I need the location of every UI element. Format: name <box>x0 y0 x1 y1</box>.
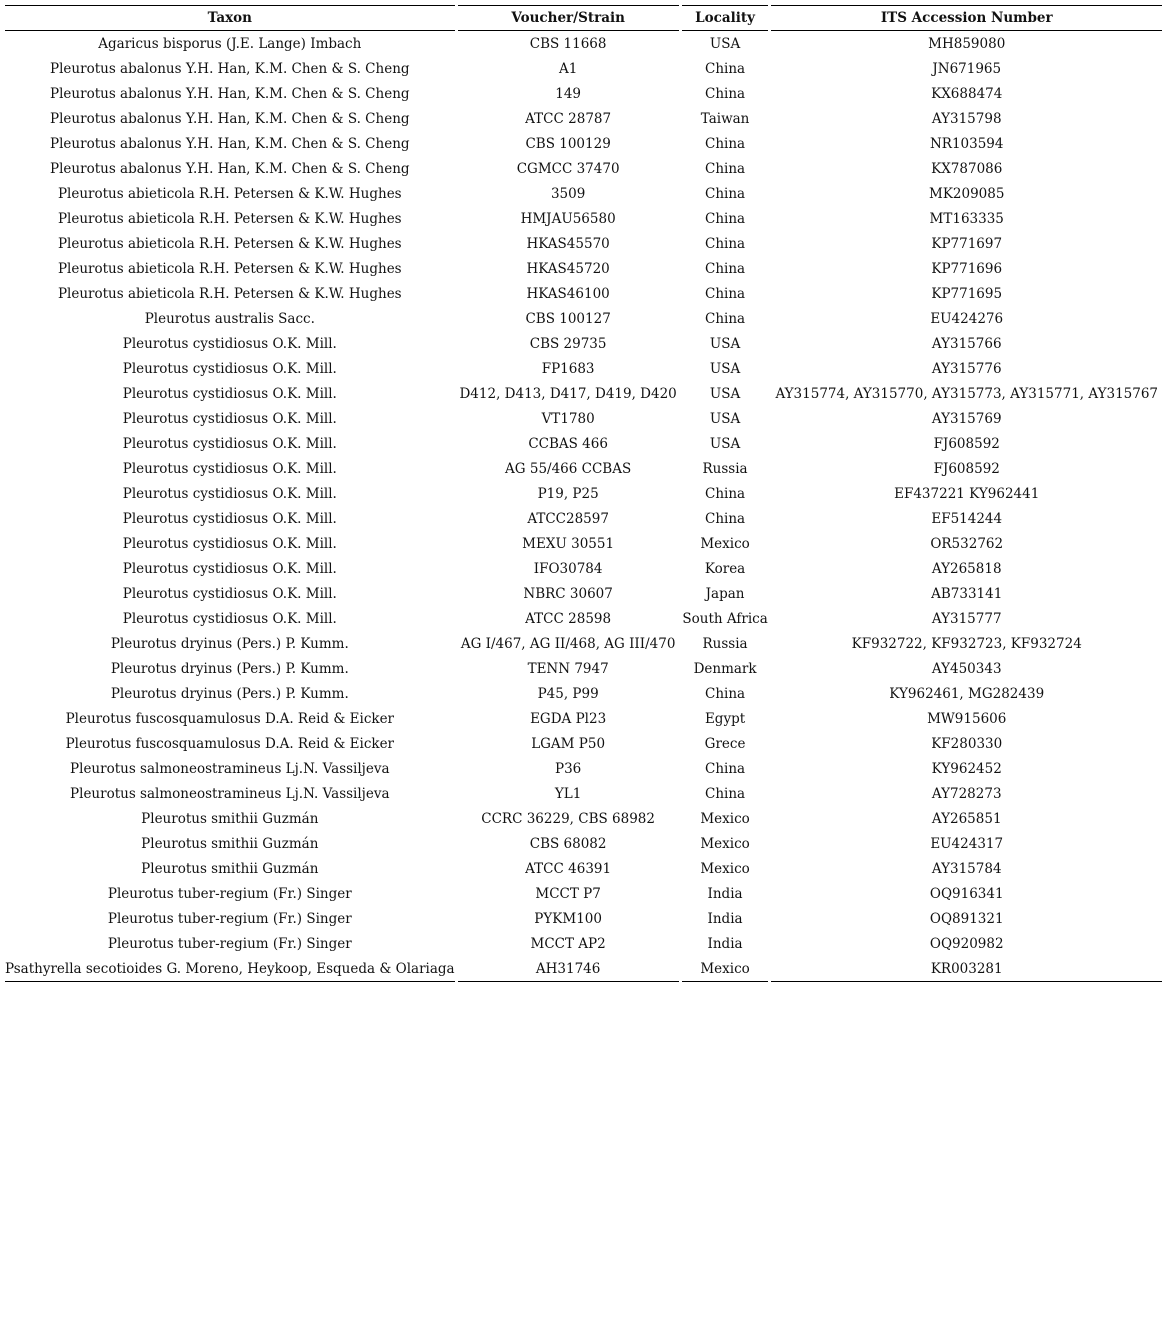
cell-locality: China <box>705 510 746 527</box>
cell-taxon: Pleurotus cystidiosus O.K. Mill. <box>122 510 337 527</box>
cell-voucher-strain: HMJAU56580 <box>520 210 616 227</box>
cell-voucher-strain: ATCC 46391 <box>525 860 612 877</box>
cell-locality: USA <box>709 410 741 427</box>
cell-locality: India <box>707 935 743 952</box>
table-row <box>5 581 1162 606</box>
cell-voucher-strain: HKAS45570 <box>526 235 610 252</box>
cell-its-accession: KR003281 <box>771 956 1162 982</box>
cell-taxon: Pleurotus cystidiosus O.K. Mill. <box>122 610 337 627</box>
header-voucher-strain: Voucher/Strain <box>458 5 679 31</box>
table-row <box>5 881 1162 906</box>
cell-locality: Mexico <box>700 810 750 827</box>
table-row <box>5 281 1162 306</box>
table-row <box>5 631 1162 656</box>
cell-locality: India <box>707 885 743 902</box>
cell-locality: Egypt <box>704 710 746 727</box>
cell-voucher-strain: HKAS46100 <box>526 285 610 302</box>
table-row <box>5 956 1162 982</box>
cell-taxon: Pleurotus abieticola R.H. Petersen & K.W. Hughes <box>57 285 402 302</box>
cell-its-accession: FJ608592 <box>933 460 1000 477</box>
cell-locality: Mexico <box>682 956 769 982</box>
cell-voucher-strain: FP1683 <box>541 360 595 377</box>
table-row <box>5 231 1162 256</box>
cell-taxon: Pleurotus dryinus (Pers.) P. Kumm. <box>110 635 349 652</box>
cell-voucher-strain: VT1780 <box>541 410 595 427</box>
table-row <box>5 106 1162 131</box>
cell-its-accession: AY315774, AY315770, AY315773, AY315771, AY315767 <box>775 385 1159 402</box>
cell-locality: Grece <box>704 735 746 752</box>
cell-voucher-strain: ATCC 28787 <box>525 110 612 127</box>
cell-taxon: Pleurotus abieticola R.H. Petersen & K.W. Hughes <box>57 185 402 202</box>
table-row <box>5 481 1162 506</box>
table-row <box>5 356 1162 381</box>
cell-taxon: Pleurotus abieticola R.H. Petersen & K.W. Hughes <box>57 235 402 252</box>
table-row <box>5 831 1162 856</box>
cell-locality: India <box>707 910 743 927</box>
table-row <box>5 556 1162 581</box>
cell-locality: Korea <box>704 560 746 577</box>
cell-locality: USA <box>709 35 741 52</box>
table-row <box>5 431 1162 456</box>
table-row <box>5 381 1162 406</box>
cell-taxon: Pleurotus abalonus Y.H. Han, K.M. Chen & S. Cheng <box>50 85 410 102</box>
cell-locality: Mexico <box>700 535 750 552</box>
cell-taxon: Pleurotus cystidiosus O.K. Mill. <box>122 385 337 402</box>
cell-locality: USA <box>709 360 741 377</box>
cell-its-accession: AY265851 <box>931 810 1002 827</box>
table-row <box>5 681 1162 706</box>
cell-taxon: Pleurotus cystidiosus O.K. Mill. <box>122 485 337 502</box>
cell-voucher-strain: CBS 29735 <box>529 335 607 352</box>
cell-voucher-strain: AH31746 <box>458 956 679 982</box>
cell-its-accession: AY315766 <box>931 335 1002 352</box>
cell-its-accession: OQ916341 <box>929 885 1004 902</box>
cell-its-accession: KX688474 <box>931 85 1003 102</box>
cell-voucher-strain: CCBAS 466 <box>528 435 608 452</box>
cell-locality: South Africa <box>682 610 768 627</box>
table-row <box>5 656 1162 681</box>
table-row <box>5 856 1162 881</box>
cell-its-accession: AY315776 <box>931 360 1002 377</box>
cell-taxon: Pleurotus cystidiosus O.K. Mill. <box>122 435 337 452</box>
cell-taxon: Pleurotus smithii Guzmán <box>141 810 319 827</box>
cell-locality: China <box>705 85 746 102</box>
cell-locality: China <box>705 785 746 802</box>
cell-taxon: Pleurotus smithii Guzmán <box>141 860 319 877</box>
cell-voucher-strain: MCCT P7 <box>535 885 601 902</box>
cell-voucher-strain: PYKM100 <box>534 910 602 927</box>
table-row <box>5 31 1162 56</box>
cell-its-accession: MT163335 <box>929 210 1004 227</box>
table-row <box>5 706 1162 731</box>
cell-taxon: Pleurotus cystidiosus O.K. Mill. <box>122 360 337 377</box>
cell-voucher-strain: LGAM P50 <box>531 735 606 752</box>
cell-its-accession: KY962461, MG282439 <box>889 685 1045 702</box>
table-body <box>5 31 1162 982</box>
cell-locality: China <box>705 285 746 302</box>
cell-its-accession: JN671965 <box>932 60 1002 77</box>
table-row <box>5 331 1162 356</box>
cell-locality: Russia <box>702 460 748 477</box>
cell-its-accession: EU424276 <box>930 310 1004 327</box>
cell-taxon: Pleurotus abalonus Y.H. Han, K.M. Chen & S. Cheng <box>50 135 410 152</box>
cell-voucher-strain: MEXU 30551 <box>522 535 615 552</box>
cell-taxon: Pleurotus cystidiosus O.K. Mill. <box>122 410 337 427</box>
cell-its-accession: AY315798 <box>931 110 1002 127</box>
cell-taxon: Agaricus bisporus (J.E. Lange) Imbach <box>98 35 362 52</box>
cell-voucher-strain: D412, D413, D417, D419, D420 <box>459 385 677 402</box>
cell-taxon: Pleurotus tuber-regium (Fr.) Singer <box>107 885 352 902</box>
cell-locality: Taiwan <box>700 110 750 127</box>
cell-taxon: Pleurotus abieticola R.H. Petersen & K.W. Hughes <box>57 210 402 227</box>
cell-its-accession: OQ891321 <box>929 910 1004 927</box>
cell-its-accession: OR532762 <box>930 535 1004 552</box>
cell-locality: China <box>705 60 746 77</box>
cell-locality: Mexico <box>700 835 750 852</box>
cell-its-accession: MK209085 <box>929 185 1005 202</box>
cell-voucher-strain: CGMCC 37470 <box>516 160 620 177</box>
cell-voucher-strain: TENN 7947 <box>527 660 609 677</box>
cell-taxon: Pleurotus fuscosquamulosus D.A. Reid & Eicker <box>65 735 395 752</box>
cell-its-accession: KY962452 <box>931 760 1002 777</box>
cell-its-accession: MW915606 <box>927 710 1007 727</box>
header-its-accession: ITS Accession Number <box>771 5 1162 31</box>
cell-its-accession: AY728273 <box>931 785 1002 802</box>
table-row <box>5 406 1162 431</box>
cell-locality: China <box>705 210 746 227</box>
table-row <box>5 781 1162 806</box>
cell-voucher-strain: 3509 <box>550 185 586 202</box>
table-row <box>5 156 1162 181</box>
cell-its-accession: KX787086 <box>931 160 1003 177</box>
cell-locality: China <box>705 310 746 327</box>
cell-taxon: Pleurotus fuscosquamulosus D.A. Reid & Eicker <box>65 710 395 727</box>
cell-its-accession: AY450343 <box>931 660 1002 677</box>
table-row <box>5 81 1162 106</box>
header-taxon: Taxon <box>5 5 455 31</box>
cell-taxon: Pleurotus tuber-regium (Fr.) Singer <box>107 935 352 952</box>
table-row <box>5 56 1162 81</box>
cell-locality: Mexico <box>700 860 750 877</box>
cell-voucher-strain: AG I/467, AG II/468, AG III/470 <box>460 635 676 652</box>
cell-voucher-strain: YL1 <box>554 785 582 802</box>
cell-voucher-strain: CBS 100127 <box>525 310 611 327</box>
cell-its-accession: FJ608592 <box>933 435 1000 452</box>
cell-its-accession: AY315784 <box>931 860 1002 877</box>
cell-voucher-strain: 149 <box>555 85 582 102</box>
cell-locality: China <box>705 135 746 152</box>
cell-voucher-strain: P45, P99 <box>537 685 599 702</box>
cell-its-accession: KF280330 <box>931 735 1003 752</box>
cell-taxon: Pleurotus cystidiosus O.K. Mill. <box>122 585 337 602</box>
cell-locality: Japan <box>705 585 745 602</box>
table-row <box>5 806 1162 831</box>
cell-its-accession: KP771696 <box>931 260 1003 277</box>
cell-locality: USA <box>709 335 741 352</box>
cell-voucher-strain: CBS 11668 <box>529 35 607 52</box>
cell-voucher-strain: AG 55/466 CCBAS <box>505 460 632 477</box>
cell-voucher-strain: P19, P25 <box>537 485 599 502</box>
cell-locality: Russia <box>702 635 748 652</box>
cell-its-accession: OQ920982 <box>929 935 1004 952</box>
table-row <box>5 506 1162 531</box>
table-row <box>5 906 1162 931</box>
cell-taxon: Pleurotus salmoneostramineus Lj.N. Vassiljeva <box>70 760 390 777</box>
table-row <box>5 181 1162 206</box>
cell-its-accession: NR103594 <box>929 135 1004 152</box>
accession-table <box>2 5 1165 982</box>
cell-taxon: Pleurotus abalonus Y.H. Han, K.M. Chen & S. Cheng <box>50 110 410 127</box>
cell-voucher-strain: ATCC28597 <box>527 510 609 527</box>
cell-its-accession: AB733141 <box>931 585 1003 602</box>
cell-locality: USA <box>709 385 741 402</box>
cell-taxon: Psathyrella secotioides G. Moreno, Heykoop, Esqueda & Olariaga <box>5 956 455 982</box>
cell-locality: Denmark <box>693 660 757 677</box>
header-locality: Locality <box>682 5 769 31</box>
cell-taxon: Pleurotus tuber-regium (Fr.) Singer <box>107 910 352 927</box>
cell-locality: China <box>705 760 746 777</box>
cell-its-accession: KP771695 <box>931 285 1003 302</box>
table-row <box>5 731 1162 756</box>
cell-taxon: Pleurotus australis Sacc. <box>144 310 315 327</box>
cell-its-accession: AY315769 <box>931 410 1002 427</box>
cell-locality: China <box>705 185 746 202</box>
cell-taxon: Pleurotus cystidiosus O.K. Mill. <box>122 535 337 552</box>
cell-taxon: Pleurotus salmoneostramineus Lj.N. Vassiljeva <box>70 785 390 802</box>
table-row <box>5 256 1162 281</box>
cell-its-accession: EU424317 <box>930 835 1004 852</box>
cell-voucher-strain: IFO30784 <box>533 560 603 577</box>
cell-taxon: Pleurotus abieticola R.H. Petersen & K.W. Hughes <box>57 260 402 277</box>
cell-voucher-strain: EGDA Pl23 <box>530 710 607 727</box>
cell-voucher-strain: A1 <box>558 60 578 77</box>
cell-its-accession: EF437221 KY962441 <box>894 485 1040 502</box>
header-row <box>5 5 1162 31</box>
table-row <box>5 756 1162 781</box>
cell-its-accession: EF514244 <box>931 510 1003 527</box>
cell-taxon: Pleurotus dryinus (Pers.) P. Kumm. <box>110 685 349 702</box>
table-row <box>5 306 1162 331</box>
cell-locality: China <box>705 485 746 502</box>
cell-its-accession: KP771697 <box>931 235 1003 252</box>
cell-taxon: Pleurotus abalonus Y.H. Han, K.M. Chen & S. Cheng <box>50 160 410 177</box>
cell-locality: China <box>705 160 746 177</box>
cell-locality: China <box>705 685 746 702</box>
cell-its-accession: AY265818 <box>931 560 1002 577</box>
cell-voucher-strain: CBS 68082 <box>529 835 607 852</box>
cell-voucher-strain: ATCC 28598 <box>525 610 612 627</box>
table-row <box>5 606 1162 631</box>
table-row <box>5 206 1162 231</box>
cell-taxon: Pleurotus cystidiosus O.K. Mill. <box>122 560 337 577</box>
cell-taxon: Pleurotus cystidiosus O.K. Mill. <box>122 460 337 477</box>
cell-taxon: Pleurotus abalonus Y.H. Han, K.M. Chen & S. Cheng <box>50 60 410 77</box>
table-row <box>5 456 1162 481</box>
cell-taxon: Pleurotus dryinus (Pers.) P. Kumm. <box>110 660 349 677</box>
cell-voucher-strain: NBRC 30607 <box>523 585 613 602</box>
cell-its-accession: KF932722, KF932723, KF932724 <box>851 635 1082 652</box>
cell-voucher-strain: MCCT AP2 <box>530 935 606 952</box>
table-row <box>5 131 1162 156</box>
cell-voucher-strain: CBS 100129 <box>525 135 611 152</box>
cell-locality: China <box>705 260 746 277</box>
cell-taxon: Pleurotus cystidiosus O.K. Mill. <box>122 335 337 352</box>
cell-voucher-strain: P36 <box>555 760 582 777</box>
table-row <box>5 531 1162 556</box>
table-row <box>5 931 1162 956</box>
cell-locality: USA <box>709 435 741 452</box>
cell-voucher-strain: CCRC 36229, CBS 68982 <box>481 810 655 827</box>
cell-voucher-strain: HKAS45720 <box>526 260 610 277</box>
cell-its-accession: AY315777 <box>931 610 1002 627</box>
cell-its-accession: MH859080 <box>928 35 1006 52</box>
cell-locality: China <box>705 235 746 252</box>
cell-taxon: Pleurotus smithii Guzmán <box>141 835 319 852</box>
